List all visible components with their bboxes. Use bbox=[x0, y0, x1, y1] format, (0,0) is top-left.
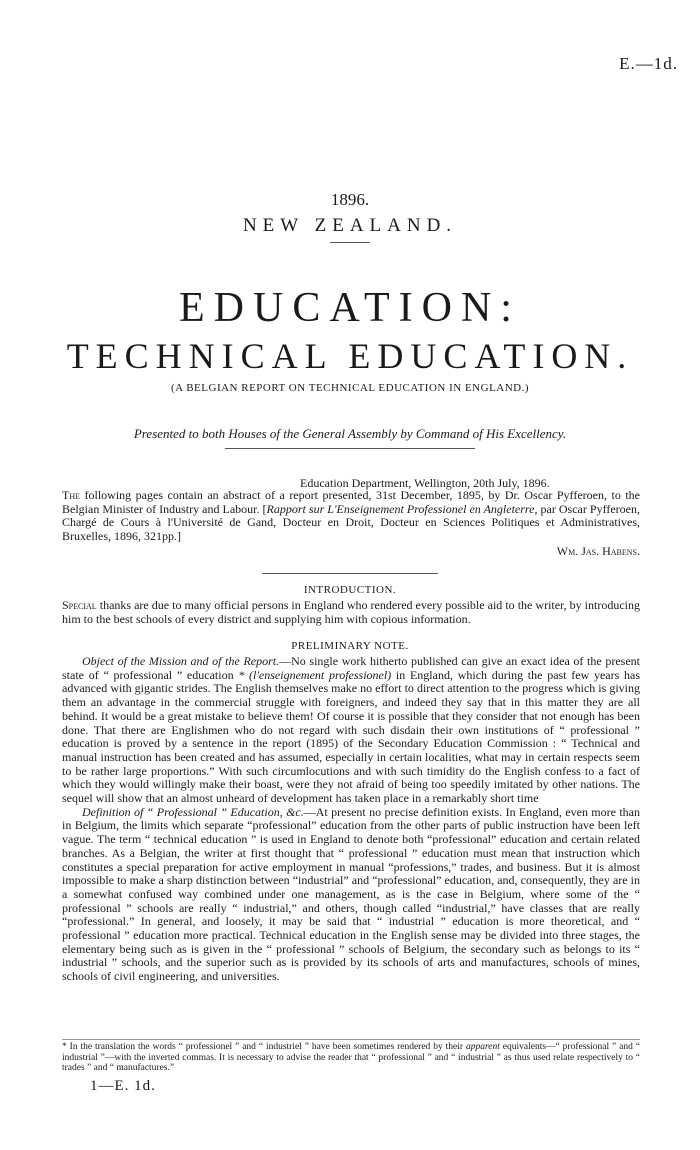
intro-lead-word: Special bbox=[62, 598, 97, 612]
letter-text-a: following pages contain an abstract of a report presented, 31st December, 1895, by Dr. Oscar Pyfferoen, to the Belgian Minister of Industry and Labour. [ bbox=[62, 488, 640, 516]
introduction-paragraph bbox=[62, 599, 640, 626]
page-signature: 1—E. 1d. bbox=[90, 1078, 156, 1094]
paragraph-object-text-b: in England, which during the past few years has advanced with gigantic strides. The English themselves make no effort to direct attention to the progress which is giving them an advantage in the commercial struggle with foreigners, and indeed they say that in this matter they are all behind. It would be a great mistake to believe them! Of course it is possible that they consider that not enough has been done. That there are Englishmen who do not regard with such disdain their own institutions of “ professional ” education is proved by a sentence in the report (1895) of the Secondary Education Commission : “ Technical and manual instruction has been created and has assumed, especially in certain localities, what may in certain respects seem to be rather large proportions.” With such circumlocutions and with such timidity do the English confess to a fact of which they would willingly make their boast, were they not afraid of being too speedily imitated by other nations. The sequel will show that an almost unheard of development has taken place in a remarkably short time bbox=[62, 667, 641, 806]
paragraph-object-text-a: —No single work hitherto published can give an exact idea of the present state of “ professional ” education bbox=[62, 654, 640, 682]
paragraph-object-heading: Object of the Mission and of the Report. bbox=[82, 654, 280, 668]
footnote bbox=[62, 1042, 640, 1074]
letter-signer: Wm. Jas. Habens. bbox=[556, 544, 640, 558]
introduction-heading: INTRODUCTION. bbox=[303, 584, 397, 596]
paragraph-object bbox=[62, 655, 640, 806]
paragraph-definition bbox=[62, 806, 640, 984]
footnote-text-b: equivalents—“ professional ” and “ industrial ”—with the inverted commas. It is necessary to advise the reader that “ professional ” and “ industrial ” as thus used relate respectively to “ trades ” and “ manufactures.” bbox=[62, 1042, 640, 1074]
preliminary-body bbox=[62, 655, 640, 984]
report-subtitle: (A BELGIAN REPORT ON TECHNICAL EDUCATION IN ENGLAND.) bbox=[170, 382, 530, 394]
letter-date-line: Education Department, Wellington, 20th July, 1896. bbox=[300, 476, 550, 490]
paragraph-definition-heading: Definition of “ Professional ” Education, &c. bbox=[82, 804, 304, 819]
divider-short bbox=[330, 242, 370, 243]
divider-signature bbox=[262, 573, 438, 574]
cover-letter bbox=[62, 489, 640, 544]
paragraph-definition-text: —At present no precise definition exists. In England, even more than in Belgium, the limits which separate “professional” education from the other parts of public instruction have been left vague. The term “ technical education ” is used in England to denote both “professional” education and certain related branches. As a Belgian, the writer at first thought that “ professional ” education must mean that instruction which constitutes a special preparation for active employment in manual “professions,” trades, and business. But it is almost impossible to make a sharp distinction between “industrial” and “professional” education, and, consequently, they are in a somewhat confused way combined under one management, as is the case in Belgium, where some of the “ professional ” schools are really “ industrial,” and others, though called “industrial,” have classes that are really “professional.” In general, and loosely, it may be said that “ industrial ” education is more theoretical, and “ professional ” education more practical. Technical education in the English sense may be divided into three stages, the elementary being such as is given in the “ professional ” schools of Belgium, the secondary such as belongs to its “ industrial ” schools, and the superior such as is provided by its schools of arts and manufactures, schools of mines, schools of civil engineering, and universities. bbox=[62, 804, 640, 984]
report-year: 1896. bbox=[330, 190, 370, 209]
divider-title bbox=[225, 448, 475, 449]
intro-text: thanks are due to many official persons in England who rendered every possible aid to the writer, by introducing him to the best schools of every district and supplying him with copious information. bbox=[62, 598, 640, 626]
footnote-text-a: * In the translation the words “ professionel ” and “ industriel ” have been sometimes rendered by their bbox=[62, 1042, 466, 1052]
sub-title: TECHNICAL EDUCATION. bbox=[66, 336, 634, 376]
paragraph-object-note: * (l'enseignement professionel) bbox=[238, 667, 392, 682]
footnote-italic: apparent bbox=[465, 1042, 500, 1052]
country-heading: NEW ZEALAND. bbox=[242, 215, 458, 236]
page-reference: E.—1d. bbox=[619, 54, 678, 73]
letter-report-title: Rapport sur L'Enseignement Professionel en Angleterre bbox=[266, 501, 535, 516]
preliminary-note-heading: PRELIMINARY NOTE. bbox=[291, 640, 409, 652]
presented-line: Presented to both Houses of the General Assembly by Command of His Excellency. bbox=[133, 426, 567, 441]
letter-lead-word: The bbox=[62, 488, 80, 502]
footnote-divider bbox=[62, 1039, 640, 1040]
letter-text-b: , par Oscar Pyfferoen, Chargé de Cours à l'Université de Gand, Docteur en Droit, Docteur en Sciences Politiques et Administratives, Bruxelles, 1896, 321pp.] bbox=[62, 501, 641, 544]
main-title: EDUCATION: bbox=[179, 285, 521, 331]
